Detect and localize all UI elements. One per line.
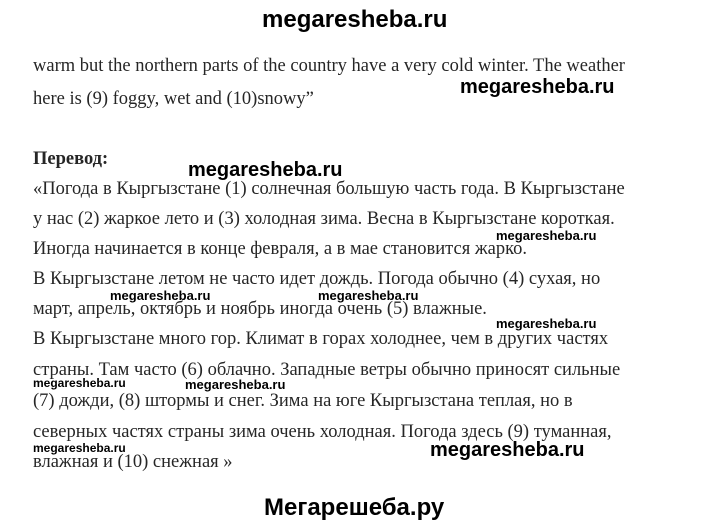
- translation-line-3: Иногда начинается в конце февраля, а в мае становится жарко.: [33, 239, 527, 259]
- translation-line-2: у нас (2) жаркое лето и (3) холодная зима. Весна в Кыргызстане короткая.: [33, 209, 615, 229]
- watermark-small: megaresheba.ru: [110, 288, 211, 303]
- watermark-small: megaresheba.ru: [318, 288, 419, 303]
- watermark-small: megaresheba.ru: [33, 376, 126, 390]
- translation-line-9: северных частях страны зима очень холодная. Погода здесь (9) туманная,: [33, 422, 612, 442]
- footer-watermark: Мегарешеба.ру: [264, 494, 445, 521]
- translation-line-1: «Погода в Кыргызстане (1) солнечная большую часть года. В Кыргызстане: [33, 179, 625, 199]
- translation-line-10: влажная и (10) снежная »: [33, 452, 233, 472]
- watermark-small: megaresheba.ru: [496, 228, 597, 243]
- english-line-2: here is (9) foggy, wet and (10)snowy”: [33, 89, 314, 109]
- watermark-small: megaresheba.ru: [33, 441, 126, 455]
- watermark-large: megaresheba.ru: [188, 159, 343, 181]
- watermark-small: megaresheba.ru: [185, 377, 286, 392]
- watermark-large: megaresheba.ru: [460, 76, 615, 98]
- english-line-1: warm but the northern parts of the country have a very cold winter. The weather: [33, 56, 625, 76]
- header-watermark: megaresheba.ru: [262, 6, 448, 33]
- watermark-small: megaresheba.ru: [496, 316, 597, 331]
- translation-line-6: В Кыргызстане много гор. Климат в горах холоднее, чем в других частях: [33, 329, 609, 349]
- translation-line-7: страны. Там часто (6) облачно. Западные ветры обычно приносят сильные: [33, 360, 621, 380]
- watermark-large: megaresheba.ru: [430, 439, 585, 461]
- translation-line-4: В Кыргызстане летом не часто идет дождь. Погода обычно (4) сухая, но: [33, 269, 601, 289]
- translation-line-8: (7) дожди, (8) штормы и снег. Зима на юге Кыргызстана теплая, но в: [33, 391, 573, 411]
- translation-line-5: март, апрель, октябрь и ноябрь иногда очень (5) влажные.: [33, 299, 487, 319]
- translation-heading: Перевод:: [33, 149, 109, 169]
